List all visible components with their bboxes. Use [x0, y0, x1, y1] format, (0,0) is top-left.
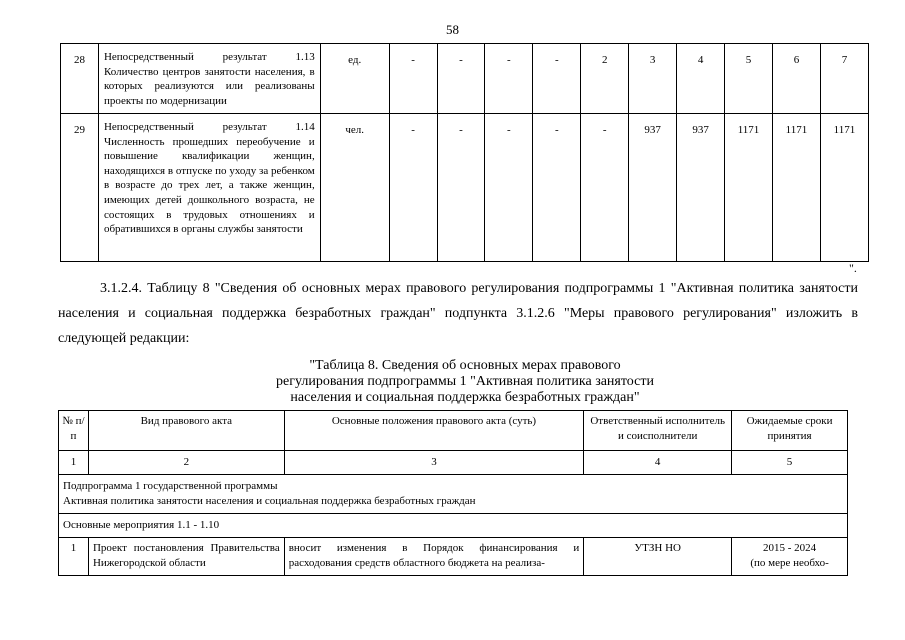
value-cell: 4: [677, 44, 725, 114]
value-cell: -: [389, 114, 437, 262]
term-note: (по мере необхо-: [750, 556, 829, 569]
subprogram-title: Подпрограмма 1 государственной программы: [63, 480, 278, 493]
closing-quote: ".: [849, 261, 857, 275]
table-row: [61, 114, 869, 262]
indicator-description: Непосредственный результат 1.14 Численность прошедших переобучение и повышение квалификации женщин, находящихся в отпуске по уходу за ребенком в возрасте до трех лет, а также женщин, имеющих детей дошкольного возраста, не состоящих в трудовых отношениях и обратившихся в органы службы занятости: [98, 114, 320, 262]
header-row: [59, 411, 848, 451]
table-row: [59, 538, 848, 576]
value-cell: -: [533, 114, 581, 262]
value-cell: 937: [629, 114, 677, 262]
column-number: 3: [284, 451, 584, 475]
value-cell: -: [533, 44, 581, 114]
caption-line: "Таблица 8. Сведения об основных мерах правового: [309, 358, 621, 373]
table-row: [61, 44, 869, 114]
table-caption: [200, 358, 730, 406]
column-number: 1: [59, 451, 89, 475]
value-cell: 3: [629, 44, 677, 114]
section-row: [59, 514, 848, 538]
act-essence-cell: вносит изменения в Порядок финансирования и расходования средств областного бюджета на реализа-: [284, 538, 584, 576]
indicators-table: [60, 43, 869, 262]
header-cell: Основные положения правового акта (суть): [284, 411, 584, 451]
subprogram-cell: [59, 475, 848, 514]
subprogram-name: Активная политика занятости населения и социальная поддержка безработных граждан: [63, 495, 476, 507]
header-cell: Ожидаемые сроки принятия: [732, 411, 848, 451]
header-cell: Ответственный исполнитель и соисполнители: [584, 411, 732, 451]
indicator-description: Непосредственный результат 1.13 Количество центров занятости населения, в которых реализуются или реализованы проекты по модернизации: [98, 44, 320, 114]
row-number: 29: [61, 114, 99, 262]
column-number: 4: [584, 451, 732, 475]
caption-line: населения и социальная поддержка безработных граждан": [290, 390, 640, 405]
page-number: 58: [446, 22, 459, 37]
value-cell: -: [437, 44, 485, 114]
executor-cell: УТЗН НО: [584, 538, 732, 576]
act-type-cell: Проект постановления Правительства Нижегородской области: [88, 538, 284, 576]
value-cell: 5: [725, 44, 773, 114]
header-cell: № п/п: [59, 411, 89, 451]
value-cell: -: [485, 114, 533, 262]
unit-cell: ед.: [320, 44, 389, 114]
term-period: 2015 - 2024: [762, 542, 817, 554]
value-cell: 1171: [725, 114, 773, 262]
caption-line: регулирования подпрограммы 1 "Активная политика занятости: [276, 374, 654, 389]
amendment-paragraph: [58, 276, 858, 351]
value-cell: -: [581, 114, 629, 262]
value-cell: 2: [581, 44, 629, 114]
row-number: 28: [61, 44, 99, 114]
subprogram-row: [59, 475, 848, 514]
column-number: 2: [88, 451, 284, 475]
term-cell: [732, 538, 848, 576]
value-cell: 1171: [772, 114, 820, 262]
section-cell: Основные мероприятия 1.1 - 1.10: [59, 514, 848, 538]
value-cell: 1171: [820, 114, 868, 262]
value-cell: -: [485, 44, 533, 114]
amendment-text: 3.1.2.4. Таблицу 8 "Сведения об основных мерах правового регулирования подпрограммы 1 "Активная политика занятости населения и социальная поддержка безработных граждан" подпункта 3.1.2.6 "Меры правового регулирования" изложить в следующей редакции:: [58, 281, 858, 346]
legal-measures-table: [58, 410, 848, 576]
value-cell: -: [389, 44, 437, 114]
value-cell: 7: [820, 44, 868, 114]
unit-cell: чел.: [320, 114, 389, 262]
value-cell: 6: [772, 44, 820, 114]
column-number: 5: [732, 451, 848, 475]
row-number: 1: [59, 538, 89, 576]
column-number-row: [59, 451, 848, 475]
header-cell: Вид правового акта: [88, 411, 284, 451]
value-cell: 937: [677, 114, 725, 262]
value-cell: -: [437, 114, 485, 262]
